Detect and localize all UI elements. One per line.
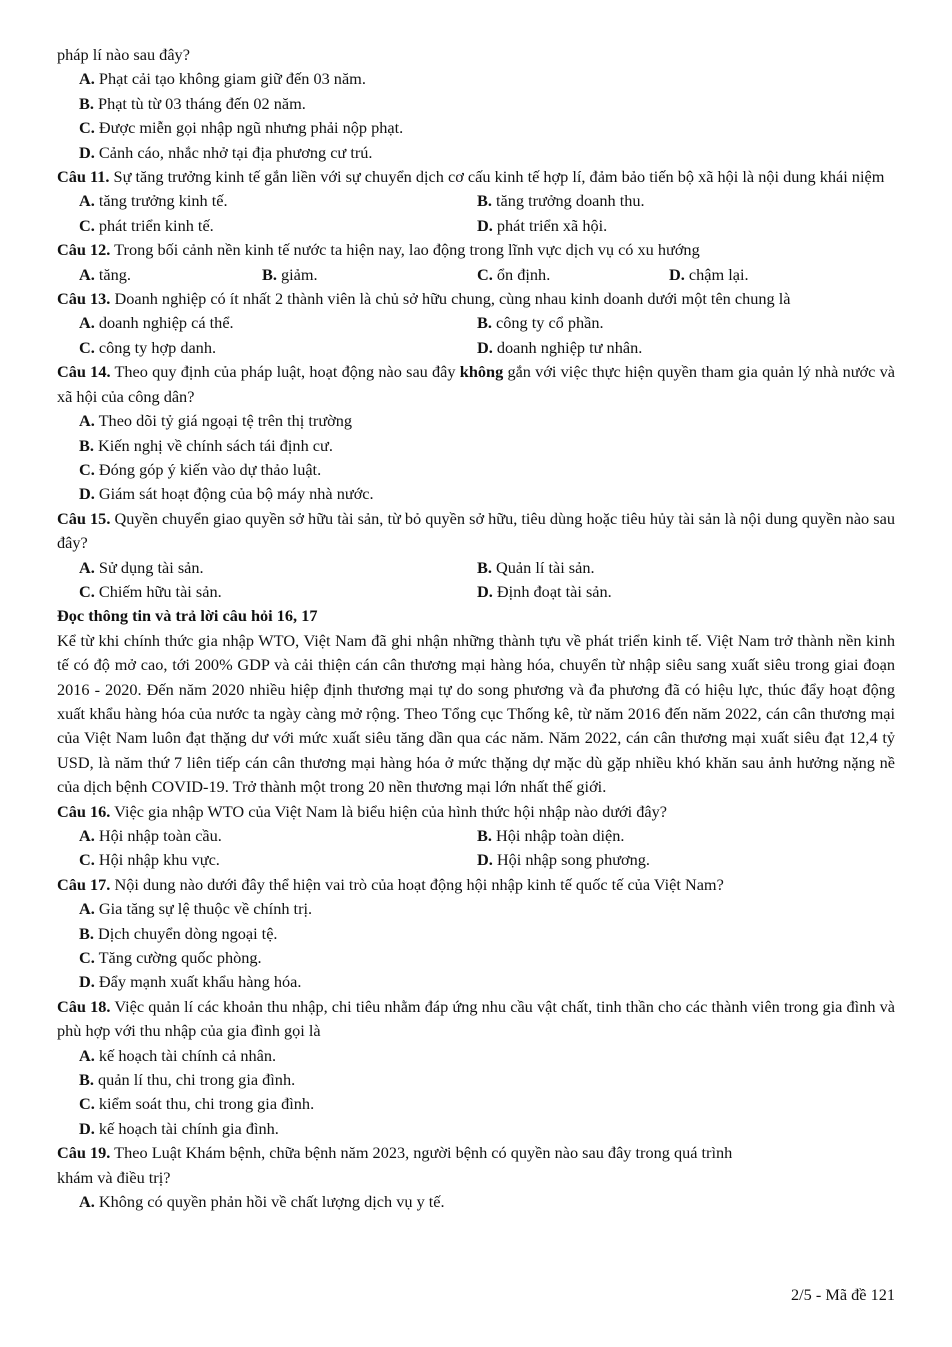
question-19: Câu 19. Theo Luật Khám bệnh, chữa bệnh năm 2023, người bệnh có quyền nào sau đây trong quá trình khám và điều trị? [57, 1143, 733, 1187]
q18-option-b: B. quản lí thu, chi trong gia đình. [79, 1070, 296, 1090]
q12-option-b: B. giảm. [262, 264, 318, 284]
q15-option-d: D. Định đoạt tài sản. [477, 581, 612, 601]
q18-option-a: A. kế hoạch tài chính cả nhân. [79, 1045, 277, 1065]
page-footer: 2/5 - Mã đề 121 [791, 1285, 895, 1304]
q10-option-c: C. Được miễn gọi nhập ngũ nhưng phải nộp phạt. [79, 118, 404, 138]
question-17: Câu 17. Nội dung nào dưới đây thể hiện vai trò của hoạt động hội nhập kinh tế quốc tế của Việt Nam? [57, 874, 724, 894]
q16-option-b: B. Hội nhập toàn diện. [477, 826, 625, 845]
question-16: Câu 16. Việc gia nhập WTO của Việt Nam là biểu hiện của hình thức hội nhập nào dưới đây? [57, 801, 667, 821]
question-13: Câu 13. Doanh nghiệp có ít nhất 2 thành viên là chủ sở hữu chung, cùng nhau kinh doanh dưới một tên chung là [57, 289, 791, 309]
question-14: Câu 14. Theo quy định của pháp luật, hoạt động nào sau đây không gắn với việc thực hiện quyền tham gia quản lý nhà nước và xã hội của công dân? [57, 362, 895, 406]
q11-options [79, 189, 895, 238]
q13-option-d: D. doanh nghiệp tư nhân. [477, 337, 643, 357]
q18-option-c: C. kiểm soát thu, chi trong gia đình. [79, 1094, 315, 1114]
q11-option-c: C. phát triển kinh tế. [79, 215, 214, 235]
reading-heading: Đọc thông tin và trả lời câu hỏi 16, 17 [57, 606, 318, 626]
q12-option-c: C. ổn định. [477, 264, 551, 284]
q12-option-a: A. tăng. [79, 264, 131, 284]
q15-options [79, 556, 895, 605]
q16-option-c: C. Hội nhập khu vực. [79, 850, 220, 870]
q19-option-a: A. Không có quyền phản hồi về chất lượng dịch vụ y tế. [79, 1192, 445, 1212]
q11-option-a: A. tăng trưởng kinh tế. [79, 191, 228, 211]
q15-option-c: C. Chiếm hữu tài sản. [79, 581, 222, 601]
q10-option-b: B. Phạt tù từ 03 tháng đến 02 năm. [79, 93, 306, 113]
q12-option-d: D. chậm lại. [669, 264, 749, 284]
q17-option-c: C. Tăng cường quốc phòng. [79, 948, 262, 968]
q14-option-a: A. Theo dõi tỷ giá ngoại tệ trên thị trường [79, 411, 353, 431]
reading-passage: Kể từ khi chính thức gia nhập WTO, Việt Nam đã ghi nhận những thành tựu về phát triển kinh tế. Việt Nam trở thành nền kinh tế có độ mở cao, tới 200% GDP và cải thiện cán cân thương mại hàng hóa, chuyển từ nhập siêu sang xuất siêu trong giai đoạn 2016 - 2020. Đến năm 2020 nhiều hiệp định thương mại tự do song phương và đa phương đã có hiệu lực, thúc đẩy hoạt động xuất khẩu hàng hóa của nước ta ngày càng mở rộng. Theo Tổng cục Thống kê, từ năm 2016 đến năm 2022, cán cân thương mại của Việt Nam luôn đạt thặng dư với mức xuất siêu tăng dần qua các năm. Năm 2022, cán cân thương mại xuất siêu đạt 12,4 tỷ USD, là năm thứ 7 liên tiếp cán cân thương mại hàng hóa ở mức thặng dự mặc dù gặp nhiều khó khăn sau ảnh hưởng nặng nề của dịch bệnh COVID-19. Trở thành một trong 20 nền thương mại lớn nhất thế giới. [57, 630, 895, 797]
exam-page [57, 43, 895, 1215]
q10-option-a: A. Phạt cải tạo không giam giữ đến 03 năm. [79, 69, 366, 89]
q16-option-d: D. Hội nhập song phương. [477, 850, 651, 870]
q15-option-b: B. Quản lí tài sản. [477, 557, 595, 577]
q16-option-a: A. Hội nhập toàn cầu. [79, 826, 222, 845]
q17-option-b: B. Dịch chuyển dòng ngoại tệ. [79, 923, 278, 943]
q10-option-d: D. Cảnh cáo, nhắc nhở tại địa phương cư trú. [79, 142, 373, 162]
q11-option-d: D. phát triển xã hội. [477, 215, 608, 235]
q18-option-d: D. kế hoạch tài chính gia đình. [79, 1118, 279, 1138]
q12-options [79, 263, 895, 287]
q14-option-c: C. Đóng góp ý kiến vào dự thảo luật. [79, 459, 322, 479]
q17-option-d: D. Đẩy mạnh xuất khẩu hàng hóa. [79, 972, 302, 992]
q14-option-d: D. Giám sát hoạt động của bộ máy nhà nước. [79, 484, 374, 504]
question-12: Câu 12. Trong bối cảnh nền kinh tế nước ta hiện nay, lao động trong lĩnh vực dịch vụ có xu hướng [57, 240, 700, 260]
q11-option-b: B. tăng trưởng doanh thu. [477, 191, 645, 211]
question-15: Câu 15. Quyền chuyển giao quyền sở hữu tài sản, từ bỏ quyền sở hữu, tiêu dùng hoặc tiêu hủy tài sản là nội dung quyền nào sau đây? [57, 508, 895, 553]
q13-option-b: B. công ty cổ phần. [477, 313, 604, 333]
q14-option-b: B. Kiến nghị về chính sách tái định cư. [79, 435, 333, 455]
q16-options [79, 824, 895, 873]
q13-option-a: A. doanh nghiệp cá thể. [79, 313, 234, 333]
q13-options [79, 311, 895, 360]
question-18: Câu 18. Việc quản lí các khoản thu nhập, chi tiêu nhằm đáp ứng nhu cầu vật chất, tinh thần cho các thành viên trong gia đình và phù hợp với thu nhập của gia đình gọi là [57, 996, 895, 1041]
q10-continuation: pháp lí nào sau đây? [57, 45, 190, 64]
q13-option-c: C. công ty hợp danh. [79, 337, 217, 357]
question-11: Câu 11. Sự tăng trưởng kinh tế gắn liền với sự chuyển dịch cơ cấu kinh tế hợp lí, đảm bảo tiến bộ xã hội là nội dung khái niệm [57, 167, 885, 187]
q15-option-a: A. Sử dụng tài sản. [79, 557, 204, 577]
q17-option-a: A. Gia tăng sự lệ thuộc về chính trị. [79, 899, 313, 919]
